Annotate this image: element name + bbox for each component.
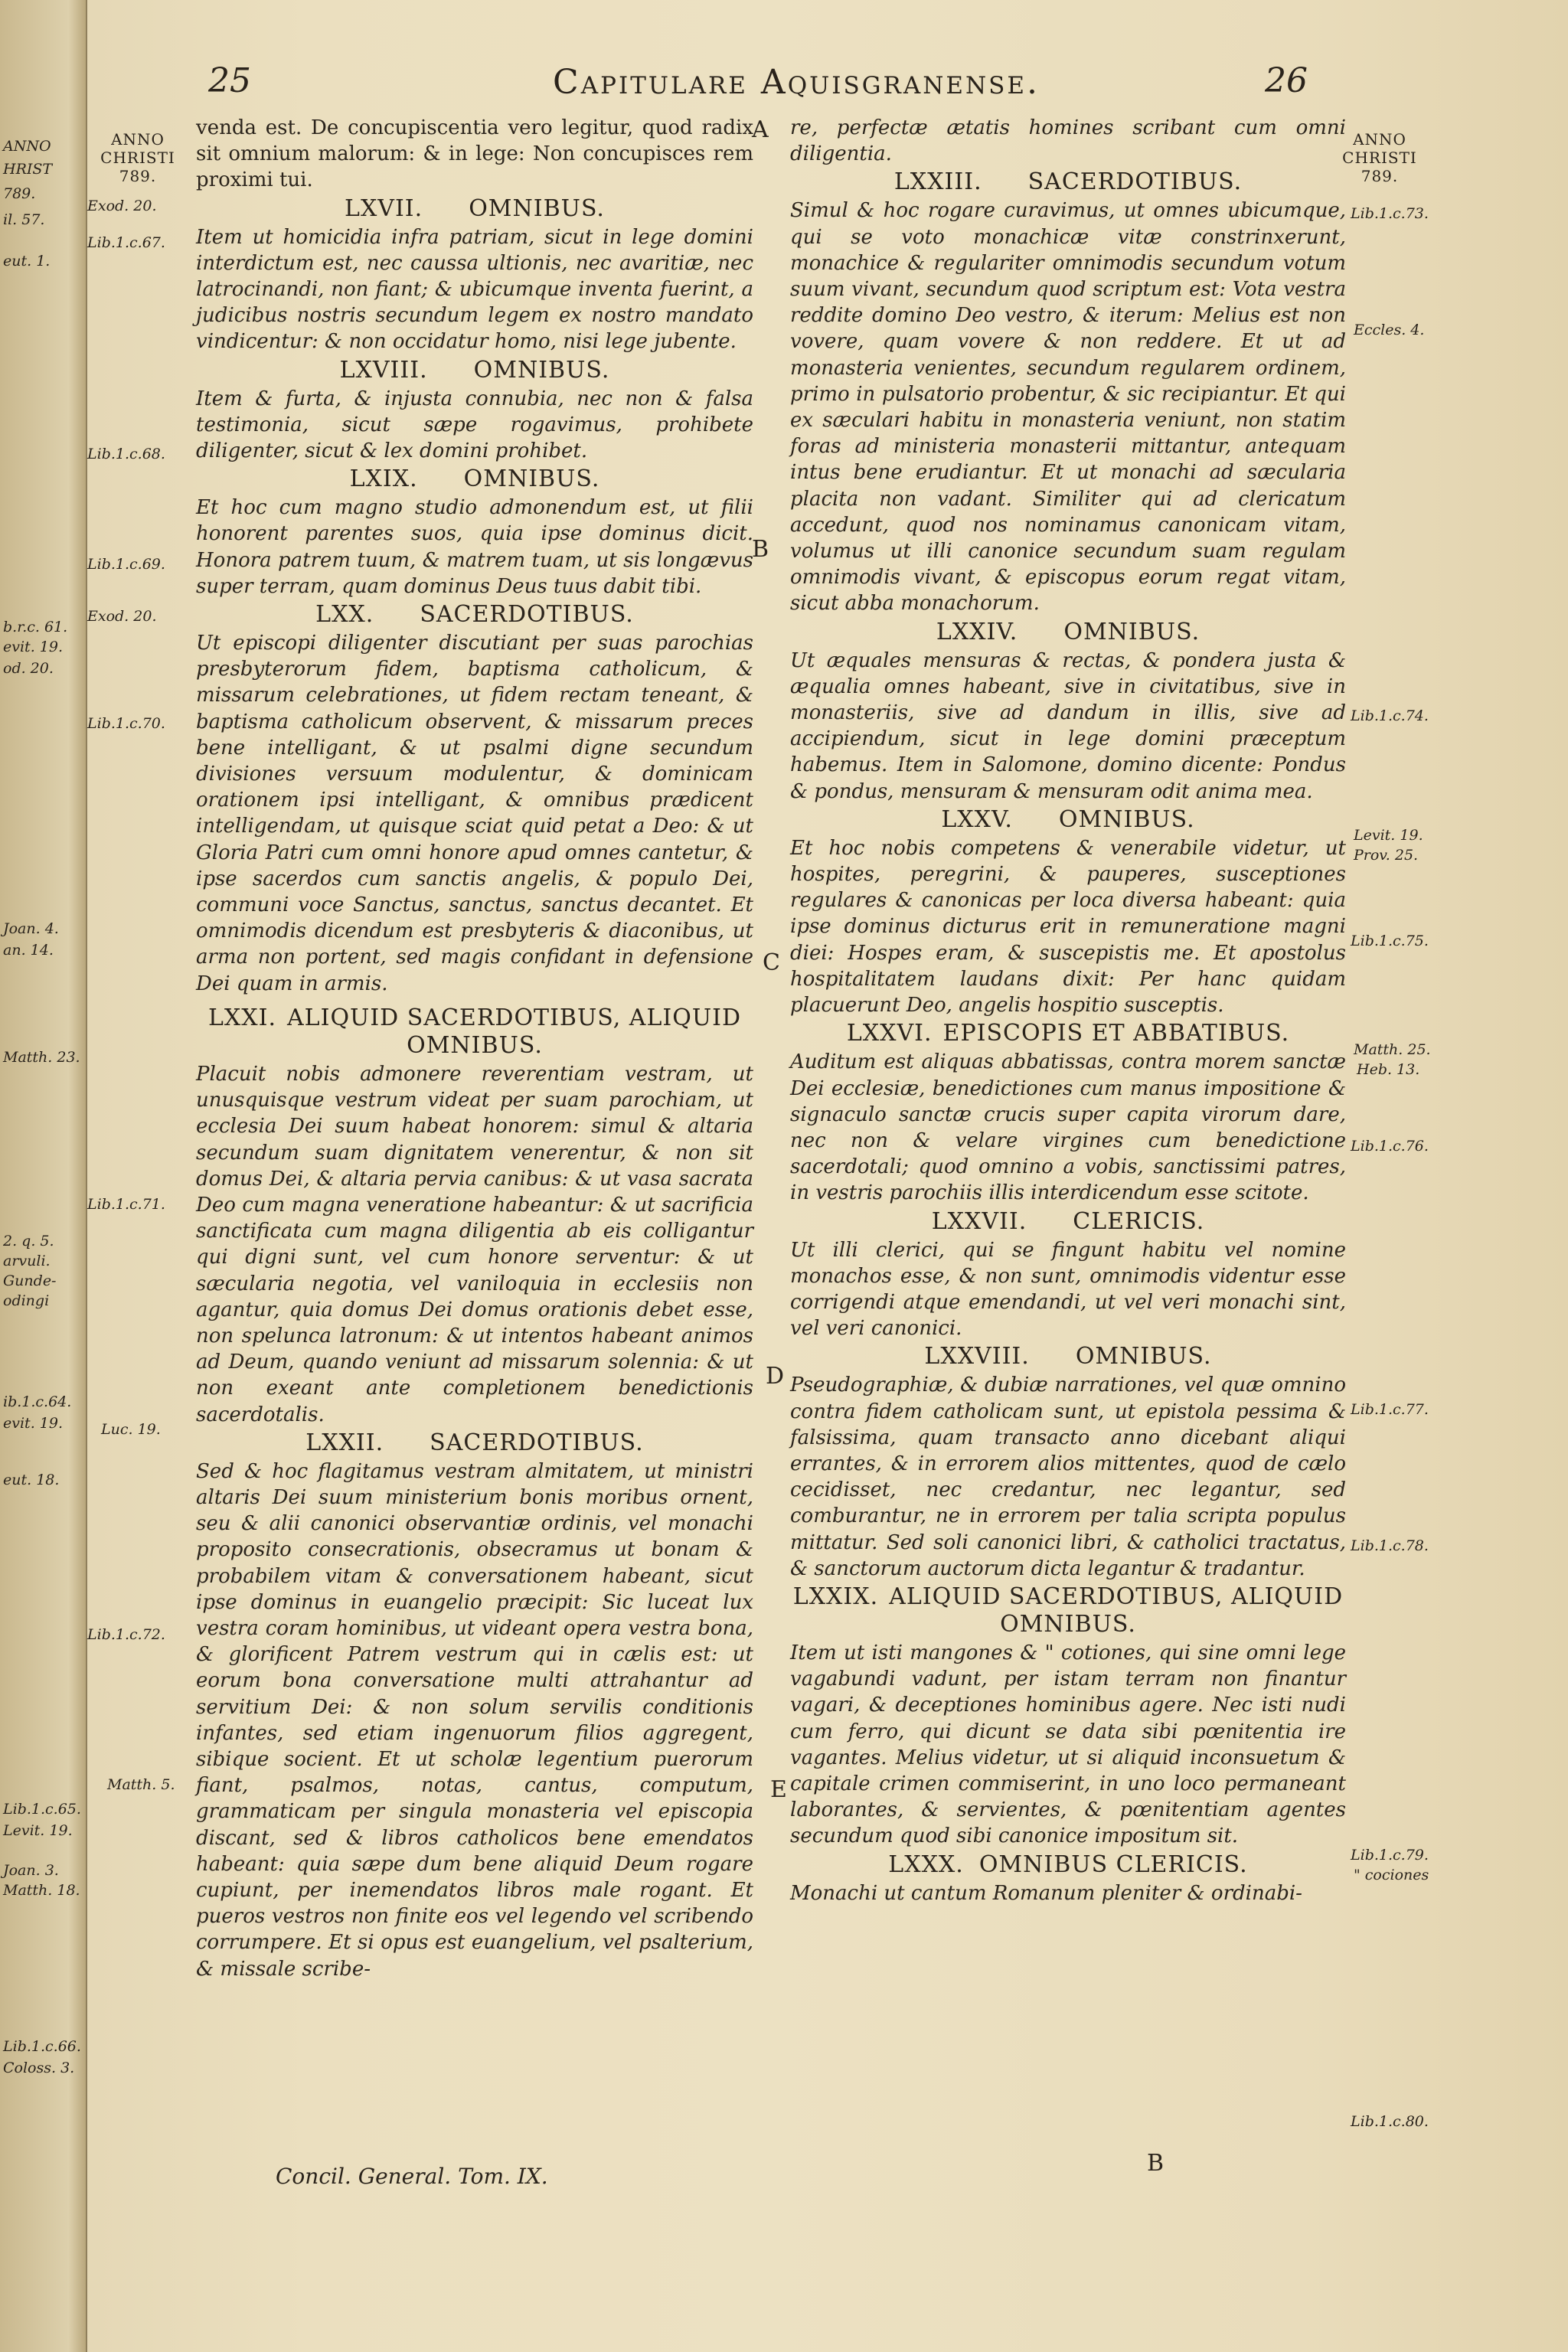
section-addressee: OMNIBUS.	[1063, 618, 1200, 645]
strip-note: HRIST	[3, 161, 53, 178]
strip-note: Lib.1.c.65.	[3, 1801, 81, 1818]
section-heading	[196, 466, 753, 493]
strip-note: ib.1.c.64.	[3, 1393, 72, 1410]
side-note: Matth. 5.	[107, 1776, 175, 1793]
section-heading	[790, 1851, 1346, 1879]
strip-note: arvuli.	[3, 1253, 51, 1269]
section-heading	[790, 168, 1346, 196]
section-addressee: OMNIBUS.	[1058, 805, 1195, 833]
section-addressee: OMNIBUS.	[1075, 1343, 1212, 1370]
section-text: Item & furta, & injusta connubia, nec non & falsa testimonia, sicut sæpe rogavimus, prohibete diligenter, sicut & lex domini prohibet.	[196, 387, 753, 463]
section-text: Ut æquales mensuras & rectas, & pondera justa & æqualia omnes habeant, sive in civitatibus, sive in monasteriis, sive ad dandum in illis, sive ad accipiendum, sicut in lege domini præceptum habemus. Item in Salomone, domino dicente: Pondus & pondus, mensuram & mensuram odit anima mea.	[790, 648, 1346, 803]
section-number: LXX.	[315, 601, 374, 629]
running-head	[0, 61, 1568, 107]
section-text: Monachi ut cantum Romanum pleniter & ordinabi-	[790, 1881, 1302, 1905]
section-text: Placuit nobis admonere reverentiam vestram, ut unusquisque vestrum videat per suam parochiam, ut ecclesia Dei suum habeat honorem: simul & altaria secundum suam dignitatem venerentur, & non sit domus Dei, & altaria pervia canibus: & ut vasa sacrata Deo cum magna veneratione habeantur: & ut sacrificia sanctificata cum magna diligentia ab eis colligantur qui digni sunt, vel cum honore serventur: & ut sæcularia negotia, vel vaniloquia in ecclesiis non agantur, quia domus Dei domus orationis debet esse, non spelunca latronum: & ut intentos habeant animos ad Deum, quando veniunt ad missarum solennia: & ut non exeant ante completionem benedictionis sacerdotalis.	[196, 1062, 753, 1426]
side-note: Matth. 25.	[1354, 1041, 1431, 1058]
column-intro: re, perfectæ ætatis homines scribant cum omni diligentia.	[790, 116, 1346, 166]
side-note: Lib.1.c.76.	[1351, 1138, 1429, 1155]
strip-note: b.r.c. 61.	[3, 619, 68, 635]
section-addressee: OMNIBUS.	[469, 194, 605, 222]
side-note: Heb. 13.	[1357, 1061, 1420, 1078]
anno-line: CHRISTI	[1342, 149, 1417, 167]
section-addressee: OMNIBUS.	[473, 356, 610, 384]
strip-note: od. 20.	[3, 660, 54, 677]
section-text: Item ut homicidia infra patriam, sicut in lege domini interdictum est, nec caussa ultionis, nec avaritiæ, nec latrocinandi, non fiant; & ubicumque inventa fuerint, a judicibus nostris secundum legem ex nostro mandato vindicentur: & non occidatur homo, nisi lege jubente.	[196, 225, 753, 354]
side-note: Exod. 20.	[87, 198, 157, 214]
side-note: Levit. 19.	[1354, 827, 1423, 844]
section-heading	[196, 357, 753, 384]
strip-note: Joan. 3.	[3, 1862, 59, 1879]
section-addressee: SACERDOTIBUS.	[420, 601, 634, 629]
section-number: LXXVIII.	[924, 1343, 1030, 1370]
section-text: Et hoc cum magno studio admonendum est, ut filii honorent parentes suos, quia ipse dominus dicit. Honora patrem tuum, & matrem tuam, ut sis longævus super terram, quam dominus Deus tuus dabit tibi.	[196, 496, 753, 598]
section-text: Ut illi clerici, qui se fingunt habitu vel nomine monachos esse, & non sunt, omnimodis videntur esse corrigendi atque emendandi, ut vel veri monachi sint, vel veri canonici.	[790, 1238, 1346, 1341]
section-addressee: ALIQUID SACERDOTIBUS, ALIQUID OMNIBUS.	[889, 1583, 1344, 1638]
section-text: Sed & hoc flagitamus vestram almitatem, ut ministri altaris Dei suum ministerium bonis moribus ornent, seu & alii canonici observantiæ ordinis, vel monachi proposito consecrationis, obsecramus ut bonam & probabilem vitam & conversationem habeant, sicut ipse dominus in euangelio præcipit: Sic luceat lux vestra coram hominibus, ut videant opera vestra bona, & glorificent Patrem vestrum qui in cælis est: ut eorum bona conversatione multi attrahantur ad servitium Dei: & non solum servilis conditionis infantes, sed etiam ingenuorum filios aggregent, sibique socient. Et ut scholæ legentium puerorum fiant, psalmos, notas, cantus, computum, grammaticam per singula monasteria vel episcopia discant, sed & libros catholicos bene emendatos habeant: quia sæpe dum bene aliquid Deum rogare cupiunt, per inemendatos libros male rogant. Et pueros vestros non finite eos vel legendo vel scribendo corrumpere. Et si opus est euangelium, vel psalterium, & missale scribe-	[196, 1459, 753, 1981]
margin-letter: E	[770, 1776, 787, 1803]
section-heading	[790, 1020, 1346, 1047]
page-number-right: 26	[1265, 61, 1308, 100]
anno-line: ANNO	[111, 130, 165, 149]
strip-note: evit. 19.	[3, 1415, 63, 1432]
strip-note: Levit. 19.	[3, 1822, 73, 1839]
section-heading	[790, 1583, 1346, 1638]
section-number: LXXV.	[941, 805, 1013, 833]
section-addressee: CLERICIS.	[1073, 1207, 1205, 1235]
section-text: Simul & hoc rogare curavimus, ut omnes ubicumque, qui se voto monachicæ vitæ constrinxerunt, monachice & regulariter omnimodis secundum votum suum vivant, secundum quod scriptum est: Vota vestra reddite domino Deo vestro, & iterum: Melius est non vovere, quam vovere & non reddere. Et ut ad monasteria venientes, secundum regularem ordinem, primo in pulsatorio probentur, & sic recipiantur. Et qui ex sæculari habitu in monasteria veniunt, non statim foras ad ministeria monasterii mittantur, antequam intus bene erudiantur. Et ut monachi ad sæcularia placita non vadant. Similiter qui ad clericatum accedunt, quod nos nominamus canonicam vitam, volumus ut illi canonice secundum suam regulam omnimodis vivant, & episcopus eorum regat vitam, sicut abba monachorum.	[790, 199, 1346, 616]
section-number: LXXII.	[305, 1429, 384, 1456]
section-addressee: OMNIBUS CLERICIS.	[978, 1851, 1248, 1878]
strip-note: Coloss. 3.	[3, 2060, 75, 2076]
side-note: Lib.1.c.73.	[1351, 205, 1429, 222]
side-note: Lib.1.c.75.	[1351, 933, 1429, 949]
strip-note: eut. 18.	[3, 1472, 60, 1488]
section-text: Et hoc nobis competens & venerabile videtur, ut hospites, peregrini, & pauperes, susceptiones regulares & canonicas per loca diversa habeant: quia ipse dominus dicturus erit in remuneratione magni diei: Hospes eram, & suscepistis me. Et apostolus hospitalitatem laudans dixit: Per hanc quidam placuerunt Deo, angelis hospitio susceptis.	[790, 836, 1346, 1018]
section-heading	[196, 1429, 753, 1457]
section-number: LXXX.	[888, 1851, 964, 1878]
side-note: " cociones	[1354, 1867, 1429, 1883]
footer-note: Concil. General. Tom. IX.	[276, 2164, 548, 2189]
section-number: LXVII.	[345, 194, 423, 222]
section-heading	[790, 619, 1346, 646]
anno-line: ANNO	[1353, 130, 1406, 149]
side-note: Luc. 19.	[101, 1421, 161, 1438]
section-addressee: SACERDOTIBUS.	[1027, 168, 1243, 196]
side-note: Lib.1.c.74.	[1351, 707, 1429, 724]
section-heading	[790, 1208, 1346, 1236]
margin-letter: B	[752, 536, 769, 563]
right-column	[790, 115, 1346, 1906]
anno-line: 789.	[1361, 167, 1399, 185]
strip-note: Matth. 23.	[3, 1049, 80, 1066]
section-number: LXXIV.	[936, 618, 1018, 645]
section-text: Ut episcopi diligenter discutiant per suas parochias presbyterorum fidem, baptisma catholicum, & missarum celebrationes, ut fidem rectam teneant, & baptisma catholicum observent, & missarum preces bene intelligant, & ut psalmi digne secundum divisiones versuum modulentur, & dominicam orationem ipsi intelligant, & omnibus prædicent intelligendam, ut quisque sciat quid petat a Deo: & ut Gloria Patri cum omni honore apud omnes cantetur, & ipse sacerdos cum sanctis angelis, & populo Dei, communi voce Sanctus, sanctus, sanctus decantet. Et omnimodis dicendum est presbyteris & diaconibus, ut arma non portent, sed magis confidant in defensione Dei quam in armis.	[196, 632, 753, 995]
side-note: Lib.1.c.79.	[1351, 1847, 1429, 1864]
section-number: LXVIII.	[339, 356, 428, 384]
column-intro: venda est. De concupiscentia vero legitur, quod radix sit omnium malorum: & in lege: Non concupisces rem proximi tui.	[196, 116, 753, 192]
left-column	[196, 115, 753, 1982]
anno-christi-left	[90, 130, 185, 185]
side-note: Lib.1.c.68.	[87, 446, 165, 462]
strip-note: evit. 19.	[3, 639, 63, 655]
strip-note: Lib.1.c.66.	[3, 2038, 81, 2055]
strip-note: 2. q. 5.	[3, 1233, 54, 1250]
section-text: Auditum est aliquas abbatissas, contra morem sanctæ Dei ecclesiæ, benedictiones cum manus impositione & signaculo sanctæ crucis super capita virorum dare, nec non & velare virgines cum benedictione sacerdotali; quod omnino a vobis, sanctissimi patres, in vestris parochiis illis interdicendum esse scitote.	[790, 1050, 1346, 1205]
side-note: Lib.1.c.70.	[87, 715, 165, 732]
side-note: Lib.1.c.78.	[1351, 1537, 1429, 1554]
anno-line: CHRISTI	[100, 149, 175, 167]
section-addressee: OMNIBUS.	[463, 466, 600, 493]
margin-letter: D	[766, 1363, 785, 1390]
side-note: Lib.1.c.69.	[87, 556, 165, 573]
side-note: Exod. 20.	[87, 608, 157, 625]
adjacent-page-strip	[0, 0, 87, 2352]
section-addressee: SACERDOTIBUS.	[430, 1429, 644, 1456]
side-note: Eccles. 4.	[1354, 322, 1425, 338]
section-number: LXXVII.	[931, 1207, 1027, 1235]
page-title: Capitulare Aquisgranense.	[553, 63, 1040, 102]
section-number: LXXIX.	[792, 1583, 879, 1610]
section-heading	[790, 1343, 1346, 1370]
strip-note: Matth. 18.	[3, 1882, 80, 1899]
section-addressee: EPISCOPIS ET ABBATIBUS.	[942, 1020, 1290, 1047]
side-note: Lib.1.c.71.	[87, 1196, 165, 1213]
section-heading	[196, 1004, 753, 1060]
side-note: Prov. 25.	[1354, 847, 1419, 864]
strip-note: Gunde-	[3, 1272, 57, 1289]
margin-letter: A	[752, 116, 769, 143]
strip-note: an. 14.	[3, 942, 54, 959]
strip-note: ANNO	[3, 138, 51, 155]
strip-note: Joan. 4.	[3, 920, 59, 937]
side-note: Lib.1.c.77.	[1351, 1401, 1429, 1418]
strip-note: odingi	[3, 1292, 50, 1309]
page-number-left: 25	[208, 61, 251, 100]
section-text: Item ut isti mangones & " cotiones, qui sine omni lege vagabundi vadunt, per istam terram non finantur vagari, & deceptiones hominibus agere. Nec isti nudi cum ferro, qui dicunt se data sibi pœnitentia ire vagantes. Melius videtur, ut si aliquid inconsuetum & capitale crimen commiserint, in uno loco permaneant laborantes, & servientes, & pœnitentiam agentes secundum quod sibi canonice impositum sit.	[790, 1641, 1346, 1848]
section-text: Pseudographiæ, & dubiæ narrationes, vel quæ omnino contra fidem catholicam sunt, ut epistola pessima & falsissima, quam transacto anno dicebant aliqui errantes, & in errorem alios mittentes, quod de cælo cecidisset, nec credantur, nec legantur, sed comburantur, ne in errorem per talia scripta populus mittatur. Sed soli canonici libri, & catholici tractatus, & sanctorum auctorum dicta legantur & tradantur.	[790, 1374, 1346, 1580]
section-heading	[196, 601, 753, 629]
strip-note: 789.	[3, 185, 36, 202]
section-number: LXXI.	[207, 1004, 276, 1031]
anno-christi-right	[1332, 130, 1427, 185]
strip-note: eut. 1.	[3, 253, 51, 270]
section-number: LXXIII.	[893, 168, 982, 196]
section-heading	[196, 195, 753, 223]
side-note: Lib.1.c.72.	[87, 1626, 165, 1643]
margin-letter: C	[763, 949, 780, 976]
section-addressee: ALIQUID SACERDOTIBUS, ALIQUID OMNIBUS.	[287, 1004, 742, 1059]
side-note: Lib.1.c.80.	[1351, 2113, 1429, 2130]
section-number: LXXVI.	[846, 1020, 933, 1047]
strip-note: il. 57.	[3, 211, 45, 228]
anno-line: 789.	[119, 167, 157, 185]
section-number: LXIX.	[349, 466, 418, 493]
side-note: Lib.1.c.67.	[87, 234, 165, 251]
section-heading	[790, 806, 1346, 834]
signature-mark: B	[1147, 2150, 1165, 2177]
